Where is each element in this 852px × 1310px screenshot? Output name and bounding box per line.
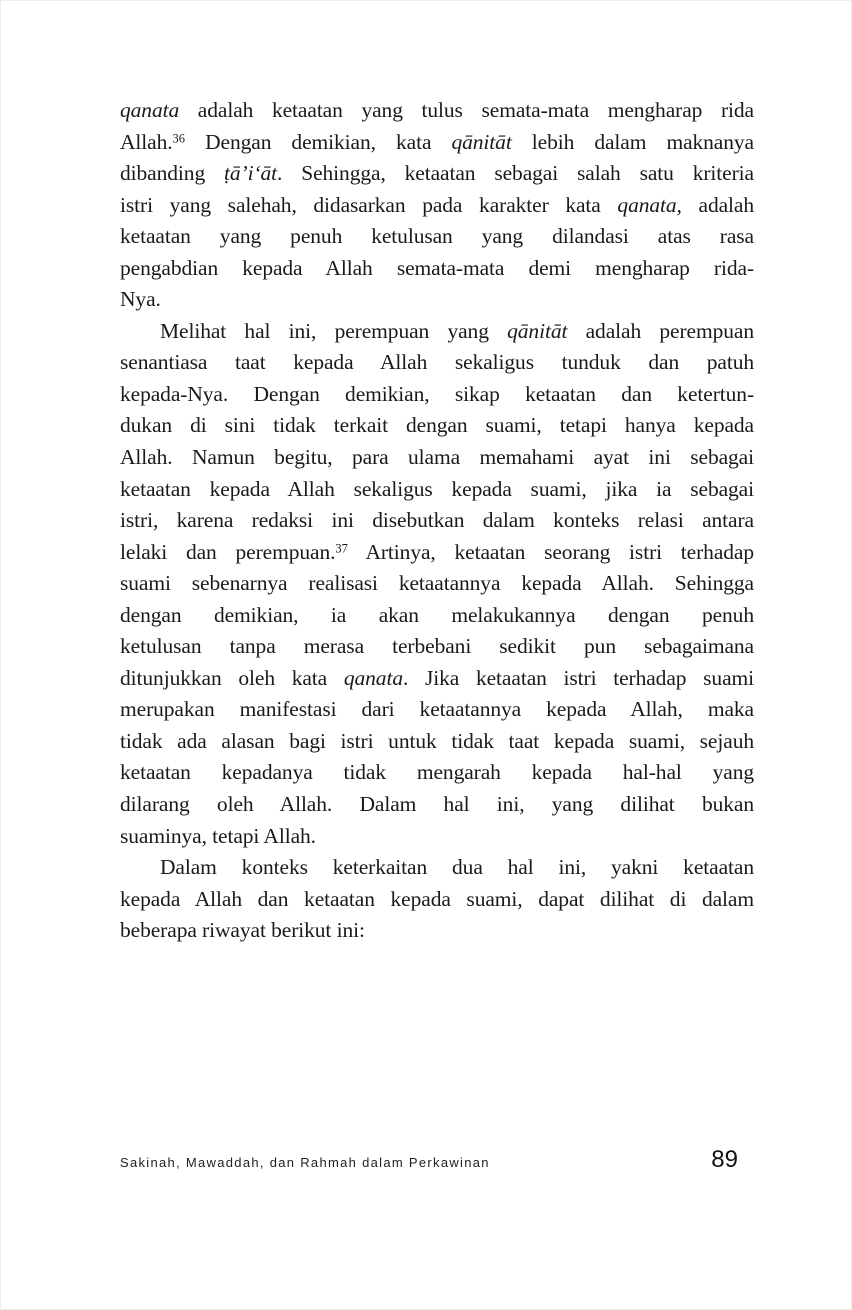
text-line	[120, 442, 754, 474]
text-line	[120, 852, 754, 884]
text-line	[120, 127, 754, 159]
text-line	[120, 915, 754, 947]
footer-running-title: Sakinah, Mawaddah, dan Rahmah dalam Perkawinan	[120, 1155, 490, 1170]
paragraph	[120, 852, 754, 947]
text-line	[120, 789, 754, 821]
text-span: qānitāt	[507, 318, 568, 343]
text-line	[120, 284, 754, 316]
text-span: suami sebenarnya realisasi ketaatannya kepada Allah. Sehingga	[120, 571, 754, 596]
text-span: Artinya, ketaatan seorang istri terhadap	[347, 539, 754, 564]
text-span: Dalam konteks keterkaitan dua hal ini, yakni ketaatan	[160, 855, 754, 880]
text-span: ketaatan kepada Allah sekaligus kepada suami, jika ia sebagai	[120, 476, 754, 501]
text-line	[120, 316, 754, 348]
paragraph	[120, 95, 754, 316]
text-span: qanata	[343, 665, 403, 690]
text-span: istri yang salehah, didasarkan pada karakter kata	[120, 192, 618, 217]
footnote-reference: 37	[335, 541, 348, 556]
text-line	[120, 600, 754, 632]
text-span: kepada Allah dan ketaatan kepada suami, dapat dilihat di dalam	[120, 886, 754, 911]
text-line	[120, 221, 754, 253]
text-line	[120, 410, 754, 442]
text-span: dukan di sini tidak terkait dengan suami, tetapi hanya kepada	[120, 413, 754, 438]
text-line	[120, 726, 754, 758]
text-span: Allah. Namun begitu, para ulama memahami ayat ini sebagai	[120, 445, 754, 470]
text-line	[120, 253, 754, 285]
text-line	[120, 821, 754, 853]
text-span: ketaatan yang penuh ketulusan yang dilandasi atas rasa	[120, 224, 754, 249]
paragraph	[120, 316, 754, 852]
text-line	[120, 537, 754, 569]
text-line	[120, 631, 754, 663]
text-span: senantiasa taat kepada Allah sekaligus tunduk dan patuh	[120, 350, 754, 375]
text-span: qanata,	[617, 192, 682, 217]
page-footer	[120, 1146, 738, 1174]
text-line	[120, 347, 754, 379]
text-span: tidak ada alasan bagi istri untuk tidak taat kepada suami, sejauh	[120, 728, 754, 753]
text-span: qānitāt	[451, 129, 512, 154]
text-span: pengabdian kepada Allah semata-mata demi mengharap rida-	[120, 255, 754, 280]
text-span: dengan demikian, ia akan melakukannya dengan penuh	[120, 602, 754, 627]
text-span: Allah.	[120, 129, 173, 154]
text-line	[120, 95, 754, 127]
text-line	[120, 568, 754, 600]
page-text	[120, 95, 754, 947]
footnote-reference: 36	[172, 131, 186, 146]
text-line	[120, 158, 754, 190]
text-span: ditunjukkan oleh kata	[120, 665, 344, 690]
text-span: lebih dalam maknanya	[511, 129, 754, 154]
text-line	[120, 505, 754, 537]
text-line	[120, 757, 754, 789]
text-span: kepada-Nya. Dengan demikian, sikap ketaatan dan ketertun-	[120, 381, 754, 406]
text-span: adalah perempuan	[567, 318, 754, 343]
text-line	[120, 190, 754, 222]
text-span: suaminya, tetapi Allah.	[120, 823, 316, 848]
text-line	[120, 663, 754, 695]
text-span: ketaatan kepadanya tidak mengarah kepada hal-hal yang	[120, 760, 754, 785]
text-span: merupakan manifestasi dari ketaatannya kepada Allah, maka	[120, 697, 754, 722]
text-span: lelaki dan perempuan.	[120, 539, 336, 564]
text-span: Melihat hal ini, perempuan yang	[160, 318, 508, 343]
text-line	[120, 379, 754, 411]
text-span: dibanding	[120, 161, 224, 186]
text-span: Nya.	[120, 287, 161, 312]
text-line	[120, 474, 754, 506]
text-line	[120, 884, 754, 916]
text-span: adalah	[681, 192, 754, 217]
text-line	[120, 694, 754, 726]
text-span: ketulusan tanpa merasa terbebani sedikit pun sebagaimana	[120, 634, 754, 659]
text-span: dilarang oleh Allah. Dalam hal ini, yang dilihat bukan	[120, 792, 754, 817]
text-span: . Sehingga, ketaatan sebagai salah satu kriteria	[277, 161, 754, 186]
text-span: adalah ketaatan yang tulus semata-mata mengharap rida	[179, 98, 754, 122]
text-span: beberapa riwayat berikut ini:	[120, 918, 365, 943]
text-span: istri, karena redaksi ini disebutkan dalam konteks relasi antara	[120, 508, 754, 533]
footer-page-number: 89	[711, 1146, 738, 1173]
text-span: . Jika ketaatan istri terhadap suami	[402, 665, 755, 690]
text-span: ṭā’i‘āt	[224, 161, 278, 186]
text-span: qanata	[120, 98, 180, 122]
text-span: Dengan demikian, kata	[185, 129, 452, 154]
